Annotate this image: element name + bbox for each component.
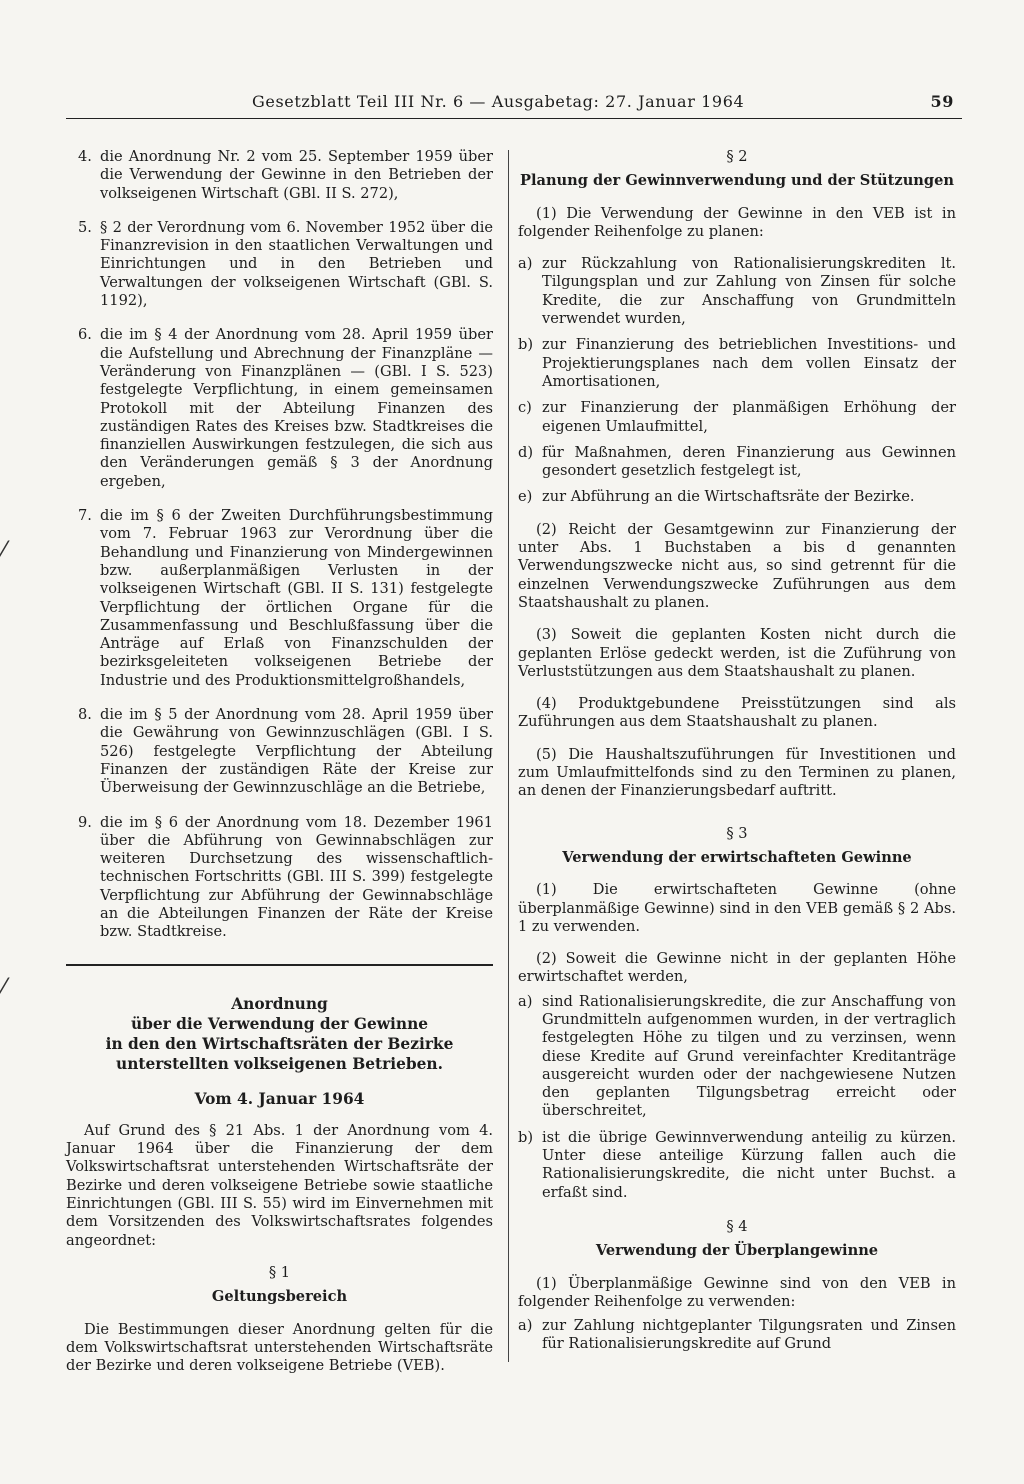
item-text: die im § 5 der Anordnung vom 28. April 1959 über die Gewährung von Gewinnzuschlägen (GBl. I S. 526) festgelegte Verpflichtung der Abteilung Finanzen der zuständigen Räte der Kreise zur Überweisung der Gewinnzuschläge an die Betriebe, [100,706,493,797]
page-header [66,90,962,119]
list-item [66,706,493,797]
paragraph: (3) Soweit die geplanten Kosten nicht durch die geplanten Erlöse gedeckt werden, ist die Zuführung von Verluststützungen aus dem Staatshaushalt zu planen. [518,626,956,680]
item-text: die Anordnung Nr. 2 vom 25. September 1959 über die Verwendung der Gewinne in den Betrieben der volkseigenen Wirtschaft (GBl. II S. 272), [100,148,493,202]
section-divider [66,964,493,966]
title-line: über die Verwendung der Gewinne [130,1014,429,1033]
paragraph: (1) Die Verwendung der Gewinne in den VEB ist in folgender Reihenfolge zu planen: [518,204,956,240]
margin-pencil-mark: ⁄ [2,538,6,563]
list-item [518,488,956,506]
left-column [66,148,493,1389]
item-label: a) [518,255,533,273]
paragraph: (4) Produktgebundene Preisstützungen sind als Zuführungen aus dem Staatshaushalt zu planen. [518,695,956,731]
title-line: unterstellten volkseigenen Betrieben. [116,1054,443,1073]
list-item [518,399,956,436]
list-item [518,993,956,1121]
item-label: b) [518,336,534,354]
paragraph: (5) Die Haushaltszuführungen für Investitionen und zum Umlaufmittelfonds sind zu den Terminen zu planen, an denen der Finanzierungsbedarf auftritt. [518,745,956,800]
item-number: 5. [78,218,92,236]
item-number: 8. [78,706,92,724]
header-title: Gesetzblatt Teil III Nr. 6 — Ausgabetag: 27. Januar 1964 [252,92,745,111]
margin-pencil-mark: ⁄ [2,975,6,1000]
anordnung-title [66,994,493,1074]
title-line: in den den Wirtschaftsräten der Bezirke [105,1034,454,1053]
preamble: Auf Grund des § 21 Abs. 1 der Anordnung vom 4. Januar 1964 über die Finanzierung der dem Volkswirtschaftsrat unterstehenden Wirtschaftsräte der Bezirke und deren volkseigene Betriebe sowie staatliche Einrichtungen (GBl. III S. 55) wird im Einvernehmen mit dem Vorsitzenden des Volkswirtschaftsrates folgendes angeordnet: [66,1121,493,1249]
item-text: sind Rationalisierungskredite, die zur Anschaffung von Grundmitteln aufgenommen wurden, in der vertraglich festgelegten Höhe zu tilgen und zu verzinsen, wenn diese Kredite auf Grund vereinfachter Kreditanträge ausgereicht wurden oder der nachgewiesene Nutzen den geplanten Tilgungsbetrag erreicht oder überschreitet, [542,992,956,1120]
list-item [518,336,956,391]
list-item [518,444,956,481]
list-item [66,814,493,942]
paragraph: (2) Reicht der Gesamtgewinn zur Finanzierung der unter Abs. 1 Buchstaben a bis d genannten Verwendungszwecke nicht aus, so sind getrennt für die einzelnen Verwendungszwecke Zuführungen aus dem Staatshaushalt zu planen. [518,520,956,611]
item-number: 7. [78,507,92,525]
item-text: die im § 6 der Zweiten Durchführungsbestimmung vom 7. Februar 1963 zur Verordnung über die Behandlung und Finanzierung von Mindergewinnen bzw. außerplanmäßigen Verlusten in der volkseigenen Wirtschaft (GBl. II S. 131) festgelegte Verpflichtung der örtlichen Organe für die Zusammenfassung und Beschlußfassung über die Anträge auf Erlaß von Finanzschulden der bezirksgeleiteten volkseigenen Betriebe der Industrie und des Produktionsmittelgroßhandels, [100,507,493,689]
paragraph: (1) Überplanmäßige Gewinne sind von den VEB in folgender Reihenfolge zu verwenden: [518,1274,956,1310]
item-number: 9. [78,813,92,831]
item-number: 4. [78,148,92,165]
anordnung-date: Vom 4. Januar 1964 [194,1089,365,1108]
section-title: Verwendung der erwirtschafteten Gewinne [562,848,912,866]
right-column [518,148,956,1362]
list-item [66,148,493,203]
section-title: Planung der Gewinnverwendung und der Stützungen [519,172,955,190]
list-item [518,1317,956,1354]
item-text: § 2 der Verordnung vom 6. November 1952 über die Finanzrevision in den staatlichen Verwaltungen und Einrichtungen und in den Betrieben und Verwaltungen der volkseigenen Wirtschaft (GBl. S. 1192), [100,218,493,310]
item-label: a) [518,992,533,1010]
item-label: a) [518,1317,533,1335]
list-item [66,326,493,491]
section-title: Verwendung der Überplangewinne [595,1242,879,1260]
list-item [66,219,493,310]
paragraph: (1) Die erwirtschafteten Gewinne (ohne überplanmäßige Gewinne) sind in den VEB gemäß § 2 Abs. 1 zu verwenden. [518,881,956,935]
page-number: 59 [930,92,954,111]
item-text: die im § 6 der Anordnung vom 18. Dezember 1961 über die Abführung von Gewinnabschlägen zur weiteren Durchsetzung des wissenschaftlich-technischen Fortschritts (GBl. III S. 399) festgelegte Verpflichtung zur Abführung der Gewinnabschläge an die Abteilungen Finanzen der Räte der Kreise bzw. Stadtkreise. [100,813,493,941]
item-text: zur Finanzierung des betrieblichen Investitions- und Projektierungsplanes nach dem vollen Einsatz der Amortisationen, [542,336,956,390]
section-title: Geltungsbereich [211,1288,348,1306]
section-label: § 2 [726,148,748,165]
section-label: § 4 [726,1217,748,1235]
item-text: zur Rückzahlung von Rationalisierungskrediten lt. Tilgungsplan und zur Zahlung von Zinsen für solche Kredite, die zur Anschaffung von Grundmitteln verwendet wurden, [542,255,956,328]
item-text: zur Abführung an die Wirtschaftsräte der Bezirke. [542,488,915,506]
item-label: e) [518,488,533,506]
item-text: für Maßnahmen, deren Finanzierung aus Gewinnen gesondert gesetzlich festgelegt ist, [542,443,956,480]
section-label: § 3 [726,824,748,842]
paragraph: (2) Soweit die Gewinne nicht in der geplanten Höhe erwirtschaftet werden, [518,950,956,986]
list-item [518,255,956,328]
column-divider [508,150,509,1362]
section-label: § 1 [268,1263,291,1281]
item-text: ist die übrige Gewinnverwendung anteilig zu kürzen. Unter diese anteilige Kürzung fallen auch die Rationalisierungskredite, die nicht unter Buchst. a erfaßt sind. [542,1128,956,1201]
item-text: die im § 4 der Anordnung vom 28. April 1959 über die Aufstellung und Abrechnung der Finanzpläne — Veränderung von Finanzplänen — (GBl. I S. 523) festgelegte Verpflichtung, in einem gemeinsamen Protokoll mit der Abteilung Finanzen des zuständigen Rates des Kreises bzw. Stadtkreises die finanziellen Auswirkungen festzulegen, die sich aus den Veränderungen gemäß § 3 der Anordnung ergeben, [100,326,493,490]
item-label: c) [518,399,532,417]
item-number: 6. [78,326,92,344]
item-label: b) [518,1128,534,1146]
item-text: zur Finanzierung der planmäßigen Erhöhung der eigenen Umlaufmittel, [542,399,956,435]
title-line: Anordnung [231,994,328,1013]
list-item [66,507,493,690]
paragraph: Die Bestimmungen dieser Anordnung gelten für die dem Volkswirtschaftsrat unterstehenden Wirtschaftsräte der Bezirke und deren volkseigene Betriebe (VEB). [66,1320,493,1375]
item-text: zur Zahlung nichtgeplanter Tilgungsraten und Zinsen für Rationalisierungskredite auf Grund [542,1317,956,1353]
list-item [518,1129,956,1202]
item-label: d) [518,443,534,461]
